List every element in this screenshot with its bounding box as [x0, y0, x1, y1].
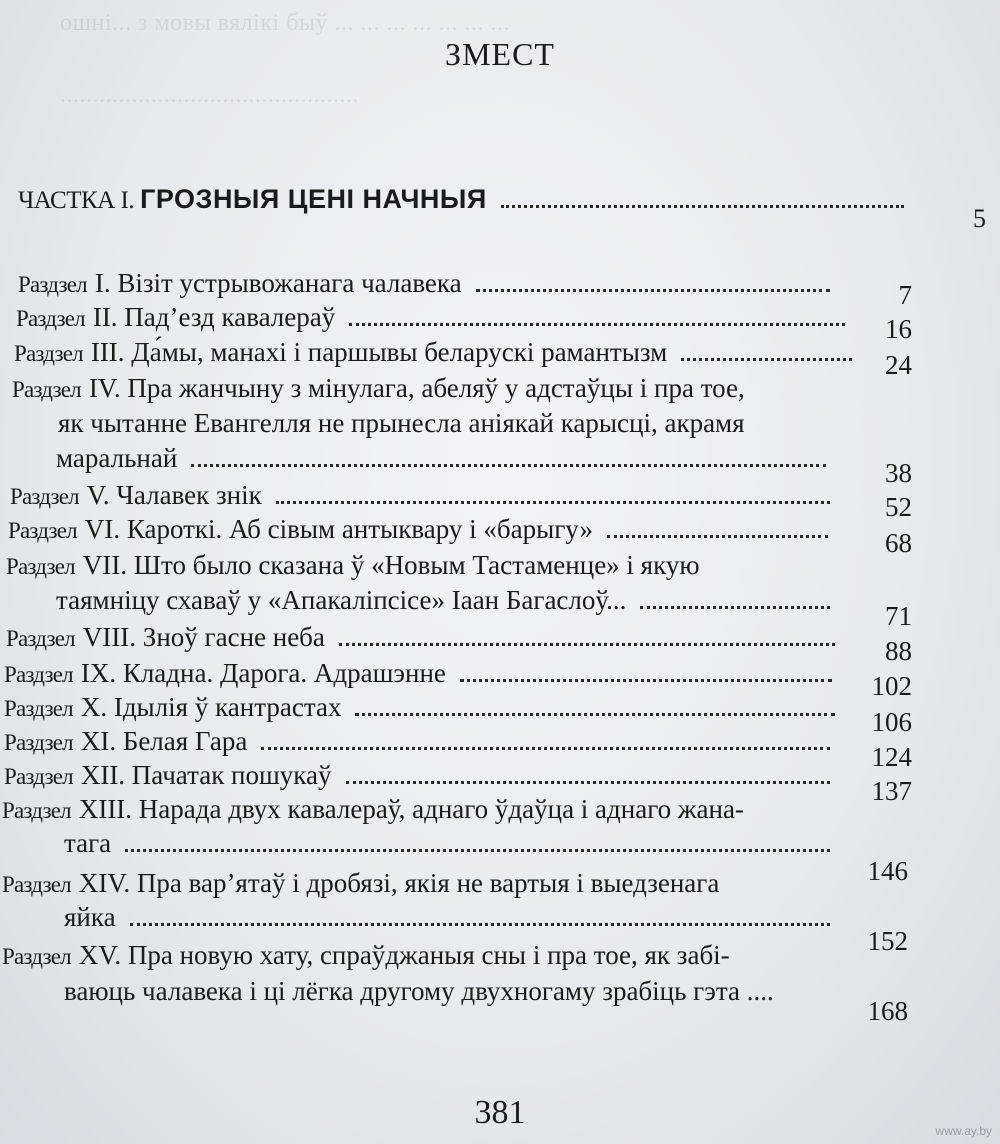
toc-page-number: 124 [871, 742, 912, 772]
section-label: Раздзел [4, 662, 73, 687]
toc-entry-line [2, 868, 719, 899]
toc-page-number: 16 [885, 314, 912, 344]
toc-page-number: 102 [871, 671, 912, 701]
dot-leader [460, 679, 832, 682]
section-title: яйка [64, 902, 116, 932]
toc-entry-line [12, 373, 745, 404]
toc-page-number: 168 [867, 996, 908, 1026]
toc-page-number: 146 [867, 856, 908, 886]
toc-entry-line [6, 550, 700, 581]
part-page-number: 5 [973, 204, 986, 233]
part-heading [18, 184, 986, 233]
section-title: VI. Кароткі. Аб сівым антыквару і «барыгу» [84, 514, 593, 544]
toc-entry-line [2, 940, 730, 971]
dot-leader [681, 358, 852, 361]
toc-entry-line [2, 794, 744, 825]
toc-page-number: 68 [885, 528, 912, 558]
watermark: www.ay.by [935, 1124, 992, 1138]
dot-leader [125, 849, 830, 852]
toc-entry-continuation [64, 902, 840, 933]
section-label: Раздзел [4, 730, 73, 755]
section-title: таямніцу схаваў у «Апакаліпсісе» Іаан Багаслоў... [56, 585, 627, 615]
toc-entry-line [10, 480, 840, 511]
toc-entry-continuation [64, 828, 840, 859]
section-label: Раздзел [14, 341, 83, 366]
toc-entry-continuation [58, 408, 745, 439]
section-title: II. Пад’езд кавалераў [92, 302, 336, 332]
section-title: III. Да́мы, манахі і паршывы беларускі рамантызм [90, 337, 668, 367]
show-through-text: ошні... з мовы вялікі быў ... ... ... ... ... ... ... [60, 10, 510, 36]
dot-leader [607, 535, 828, 538]
section-title: XIII. Нарада двух кавалераў, аднаго ўдаўца і аднаго жана- [78, 794, 744, 824]
toc-entry-line [8, 514, 838, 545]
section-label: Раздзел [4, 764, 73, 789]
section-label: Раздзел [2, 872, 71, 897]
toc-page-number: 38 [885, 458, 912, 488]
toc-entry-continuation [56, 585, 840, 616]
section-label: Раздзел [6, 626, 75, 651]
section-label: Раздзел [16, 306, 85, 331]
dot-leader [339, 643, 835, 646]
section-title: ваюць чалавека і ці лёгка другому двухногаму зрабіць гэта .... [64, 976, 774, 1006]
dot-leader [501, 205, 904, 208]
toc-page-number: 137 [871, 776, 912, 806]
section-label: Раздзел [2, 798, 71, 823]
show-through-text: .............................................. [60, 82, 359, 108]
section-title: IX. Кладна. Дарога. Адрашэнне [80, 658, 446, 688]
toc-page-number: 52 [885, 492, 912, 522]
toc-page-number: 106 [871, 707, 912, 737]
page-title: ЗМЕСТ [445, 36, 555, 72]
toc-entry-continuation [64, 976, 774, 1007]
section-title: IV. Пра жанчыну з мінулага, абеляў у адстаўцы і пра тое, [88, 373, 745, 403]
toc-entry-line [14, 337, 862, 368]
toc-entry-line [4, 726, 840, 757]
toc-page-number: 152 [867, 926, 908, 956]
section-label: Раздзел [10, 484, 79, 509]
section-title: VII. Што было сказана ў «Новым Тастаменце» і якую [82, 550, 700, 580]
section-label: Раздзел [12, 377, 81, 402]
dot-leader [349, 323, 845, 326]
section-title: X. Ідылія ў кантрастах [80, 692, 342, 722]
toc-entry-line [18, 268, 840, 299]
section-title: V. Чалавек знік [86, 480, 262, 510]
toc-entry-line [16, 302, 855, 333]
section-label: Раздзел [4, 696, 73, 721]
dot-leader [346, 781, 831, 784]
dot-leader [191, 464, 826, 467]
section-title: XI. Белая Гара [80, 726, 248, 756]
section-title: маральнай [56, 443, 178, 473]
toc-page-number: 71 [885, 601, 912, 631]
section-label: Раздзел [8, 518, 77, 543]
section-title: XII. Пачатак пошукаў [80, 760, 332, 790]
toc-page-number: 24 [885, 350, 912, 380]
part-prefix: ЧАСТКА I. [18, 187, 135, 214]
toc-entry-line [4, 692, 845, 723]
section-label: Раздзел [18, 272, 87, 297]
dot-leader [276, 501, 830, 504]
toc-entry-line [4, 760, 840, 791]
toc-entry-line [4, 658, 842, 689]
page-number: 381 [474, 1094, 526, 1131]
section-title: I. Візіт устрывожанага чалавека [94, 268, 462, 298]
section-title: XIV. Пра вар’ятаў і дробязі, якія не вартыя і выедзенага [78, 868, 720, 898]
dot-leader [640, 606, 830, 609]
section-title: як чытанне Евангелля не прынесла аніякай карысці, акрамя [58, 408, 745, 438]
dot-leader [476, 289, 830, 292]
dot-leader [261, 747, 830, 750]
toc-page-number: 88 [885, 636, 912, 666]
toc-entry-continuation [56, 443, 836, 474]
section-title: тага [64, 828, 112, 858]
section-label: Раздзел [2, 944, 71, 969]
part-name: ГРОЗНЫЯ ЦЕНІ НАЧНЫЯ [140, 184, 487, 214]
section-label: Раздзел [6, 554, 75, 579]
section-title: VIII. Зноў гасне неба [82, 622, 325, 652]
dot-leader [355, 713, 835, 716]
toc-entry-line [6, 622, 845, 653]
dot-leader [130, 923, 830, 926]
toc-page-number: 7 [898, 280, 912, 310]
section-title: XV. Пра новую хату, спраўджаныя сны і пра тое, як забі- [78, 940, 730, 970]
